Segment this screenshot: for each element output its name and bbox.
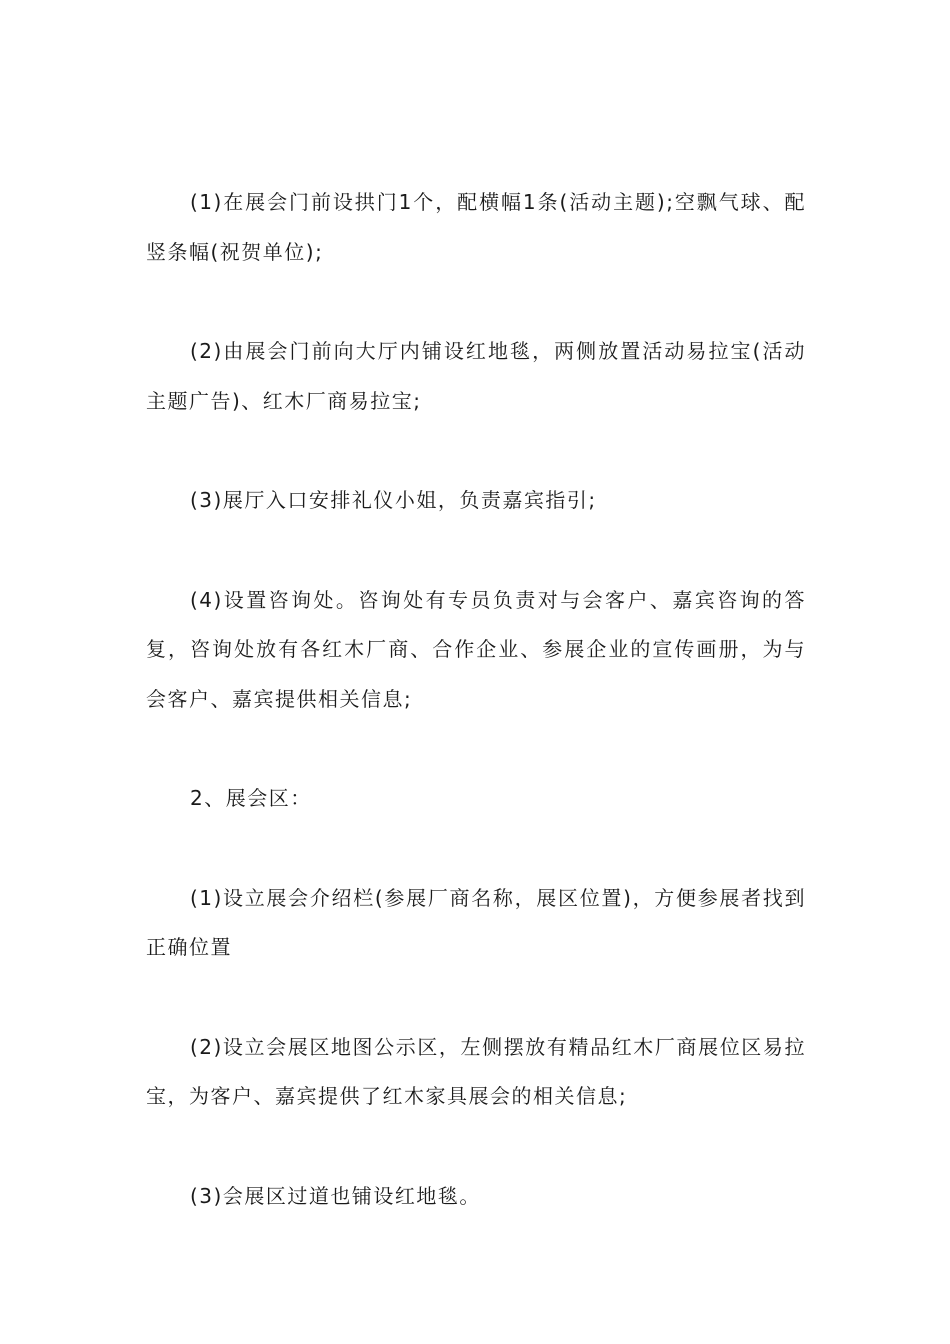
paragraph-2-red-carpet: (2)由展会门前向大厅内铺设红地毯，两侧放置活动易拉宝(活动主题广告)、红木厂商易拉宝; (146, 339, 806, 413)
section-heading-exhibition-area: 2、展会区： (190, 786, 312, 810)
paragraph-5-intro-board: (1)设立展会介绍栏(参展厂商名称，展区位置)，方便参展者找到正确位置 (146, 885, 806, 959)
paragraph-6-map-area: (2)设立会展区地图公示区，左侧摆放有精品红木厂商展位区易拉宝，为客户、嘉宾提供了红木家具展会的相关信息; (146, 1034, 806, 1108)
paragraph-7-aisle-carpet: (3)会展区过道也铺设红地毯。 (190, 1183, 481, 1208)
paragraph-4-info-desk: (4)设置咨询处。咨询处有专员负责对与会客户、嘉宾咨询的答复，咨询处放有各红木厂商、合作企业、参展企业的宣传画册，为与会客户、嘉宾提供相关信息; (146, 587, 806, 711)
paragraph-1-archway: (1)在展会门前设拱门1个，配横幅1条(活动主题);空飘气球、配竖条幅(祝贺单位); (146, 190, 806, 264)
document-page (146, 178, 806, 1271)
paragraph-3-hostess: (3)展厅入口安排礼仪小姐，负责嘉宾指引; (190, 488, 597, 512)
